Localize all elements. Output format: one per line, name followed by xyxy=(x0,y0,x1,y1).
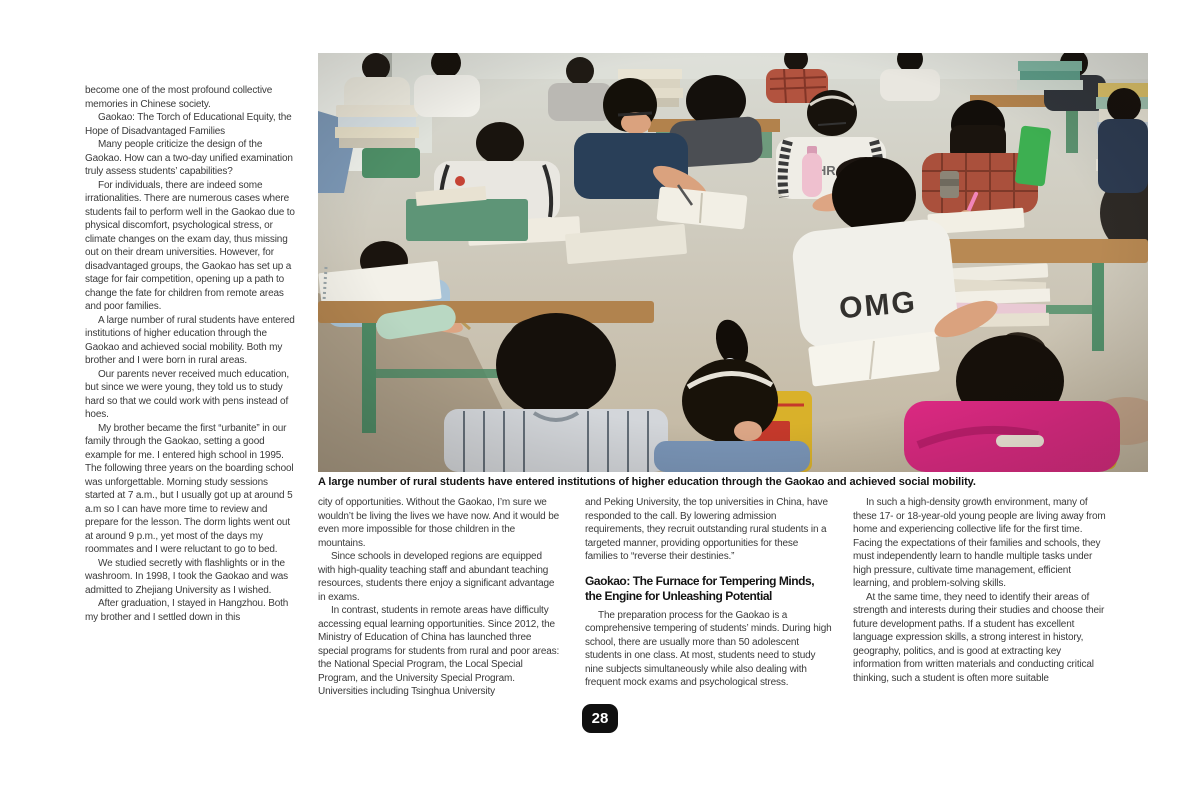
paragraph: A large number of rural students have entered institutions of higher education through the Gaokao and achieved social mobility. Both my brother and I were born in rural areas. xyxy=(85,314,295,366)
text-column-3 xyxy=(585,496,833,690)
paragraph: In such a high-density growth environment, many of these 17- or 18-year-old young people are living away from home and experiencing collective life for the first time. Facing the expectations of their families and schools, they must independently learn to handle multiple tasks under high pressure, cultivate time management, efficient learning, and problem-solving skills. xyxy=(853,497,1106,589)
paragraph: city of opportunities. Without the Gaokao, I’m sure we wouldn’t be living the lives we have now. And it would be even more impossible for those children in the mountains. xyxy=(318,497,560,549)
paragraph: Many people criticize the design of the Gaokao. How can a two-day unified examination truly assess students’ capabilities? xyxy=(85,139,293,177)
paragraph: and Peking University, the top universities in China, have responded to the call. By lowering admission requirements, they recruit outstanding rural students in a targeted manner, providing opportunities for these families to “reverse their destinies.” xyxy=(585,497,828,562)
paragraph: In contrast, students in remote areas have difficulty accessing equal learning opportunities. Since 2012, the Ministry of Education of China has launched three special programs for students from rural and poor areas: the National Special Program, the Local Special Program, and the University Special Program. Universities including Tsinghua University xyxy=(318,605,560,697)
paragraph: Gaokao: The Torch of Educational Equity, the Hope of Disadvantaged Families xyxy=(85,112,292,137)
left-text-column xyxy=(85,84,296,624)
classroom-photo-illustration xyxy=(318,53,1148,472)
paragraph: Since schools in developed regions are equipped with high-quality teaching staff and abundant teaching resources, students there enjoy a significant advantage in exams. xyxy=(318,551,555,603)
section-heading-line1: Gaokao: The Furnace for Tempering Minds, xyxy=(585,573,815,588)
paragraph: The preparation process for the Gaokao is a comprehensive tempering of students’ minds. During high school, there are usually more than 50 adolescent students in one class. At most, students need to study nine subjects simultaneously while also dealing with frequent mock exams and psychological stress. xyxy=(585,609,832,688)
photo-caption: A large number of rural students have entered institutions of higher education through the Gaokao and achieved social mobility. xyxy=(318,476,976,488)
page-number: 28 xyxy=(591,710,609,727)
paragraph: Our parents never received much education, but since we were young, they told us to study hard so that we could work with pens instead of hoes. xyxy=(85,368,290,420)
paragraph: For individuals, there are indeed some irrationalities. There are numerous cases where students fail to perform well in the Gaokao due to physical discomfort, psychological stress, or climate changes on the exam day, thus missing out on their dream universities. However, for disadvantaged groups, the Gaokao has set up a stage for fair competition, opening up a path to change the fate for children from remote areas and poor families. xyxy=(85,179,295,312)
paragraph: become one of the most profound collective memories in Chinese society. xyxy=(85,85,273,110)
page-number-badge xyxy=(582,704,618,733)
text-column-2 xyxy=(318,496,561,699)
text-column-4 xyxy=(853,496,1106,685)
paragraph: My brother became the first “urbanite” in our family through the Gaokao, setting a good example for me. I entered high school in 1995. The following three years on the boarding school was unforgettable. Morning study sessions started at 7 a.m., but I usually got up at around 5 a.m so I can have more time to review and prepare for the lesson. The dorm lights went out at around 9 p.m., yet most of the days my roommates and I were reluctant to go to bed. xyxy=(85,422,294,555)
paragraph: We studied secretly with flashlights or in the washroom. In 1998, I took the Gaokao and was admitted to Zhejiang University as I wished. xyxy=(85,557,288,596)
section-heading xyxy=(585,574,833,604)
paragraph: At the same time, they need to identify their areas of strength and interests during their studies and choose their future development paths. If a student has excellent language expression skills, a strong interest in history, geography, politics, and is good at extracting key information from written materials and conducting critical thinking, such a student is often more suitable xyxy=(853,591,1105,684)
photo-vignette xyxy=(318,53,1148,472)
section-heading-line2: the Engine for Unleashing Potential xyxy=(585,588,772,603)
classroom-photo xyxy=(318,53,1148,472)
paragraph: After graduation, I stayed in Hangzhou. Both my brother and I settled down in this xyxy=(85,598,289,623)
